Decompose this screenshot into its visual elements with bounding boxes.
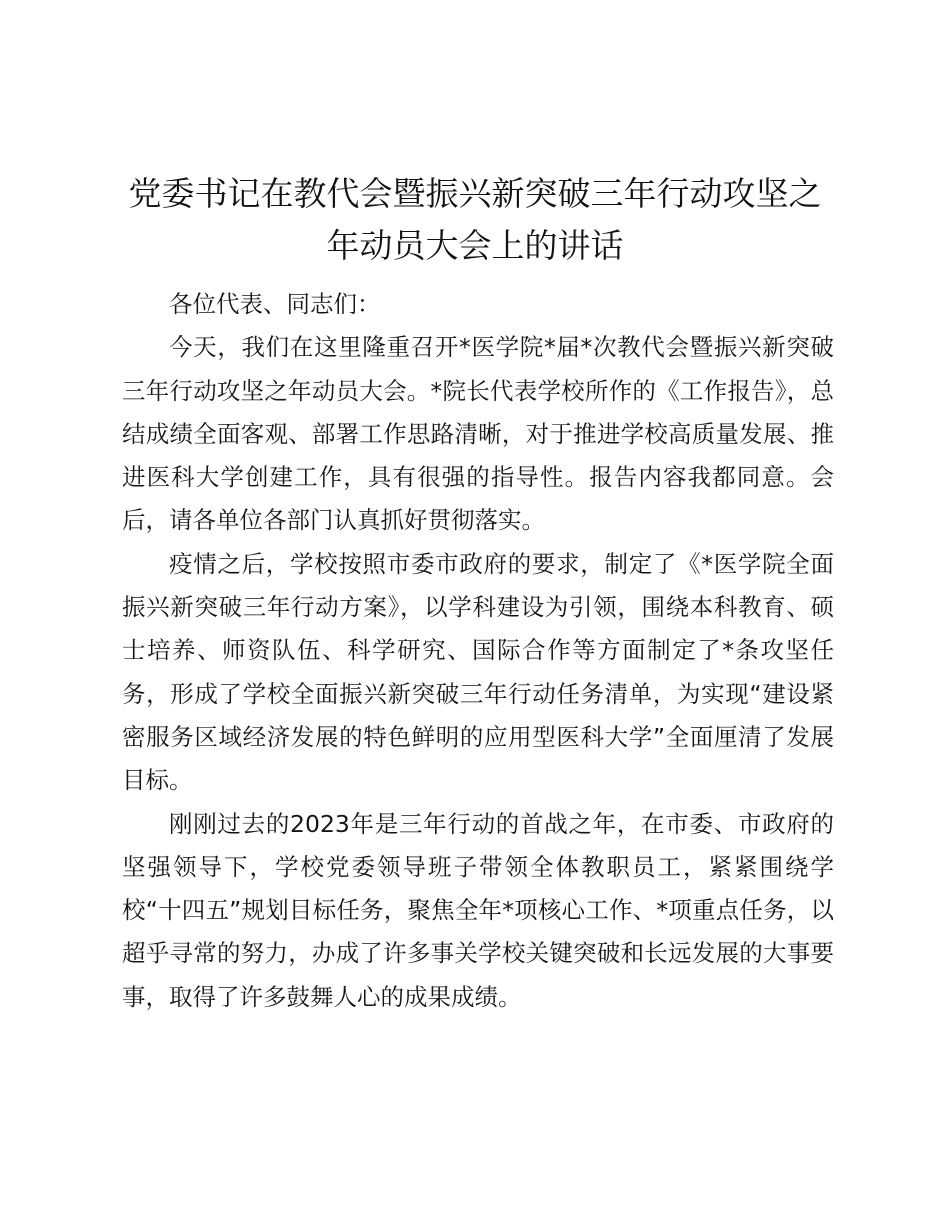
document-body: [122, 283, 834, 1019]
paragraph: 疫情之后，学校按照市委市政府的要求，制定了《*医学院全面振兴新突破三年行动方案》，以学科建设为引领，围绕本科教育、硕士培养、师资队伍、科学研究、国际合作等方面制定了*条攻坚任务，形成了学校全面振兴新突破三年行动任务清单，为实现“建设紧密服务区域经济发展的特色鲜明的应用型医科大学”全面厘清了发展目标。: [122, 549, 834, 795]
paragraph: 刚刚过去的2023年是三年行动的首战之年，在市委、市政府的坚强领导下，学校党委领导班子带领全体教职员工，紧紧围绕学校“十四五”规划目标任务，聚焦全年*项核心工作、*项重点任务，以超乎寻常的努力，办成了许多事关学校关键突破和长远发展的大事要事，取得了许多鼓舞人心的成果成绩。: [122, 809, 834, 1011]
salutation: 各位代表、同志们：: [169, 290, 381, 318]
document-title: 党委书记在教代会暨振兴新突破三年行动攻坚之年动员大会上的讲话: [128, 174, 822, 265]
paragraph: 今天，我们在这里隆重召开*医学院*届*次教代会暨振兴新突破三年行动攻坚之年动员大会。*院长代表学校所作的《工作报告》，总结成绩全面客观、部署工作思路清晰，对于推进学校高质量发展、推进医科大学创建工作，具有很强的指导性。报告内容我都同意。会后，请各单位各部门认真抓好贯彻落实。: [122, 333, 834, 535]
